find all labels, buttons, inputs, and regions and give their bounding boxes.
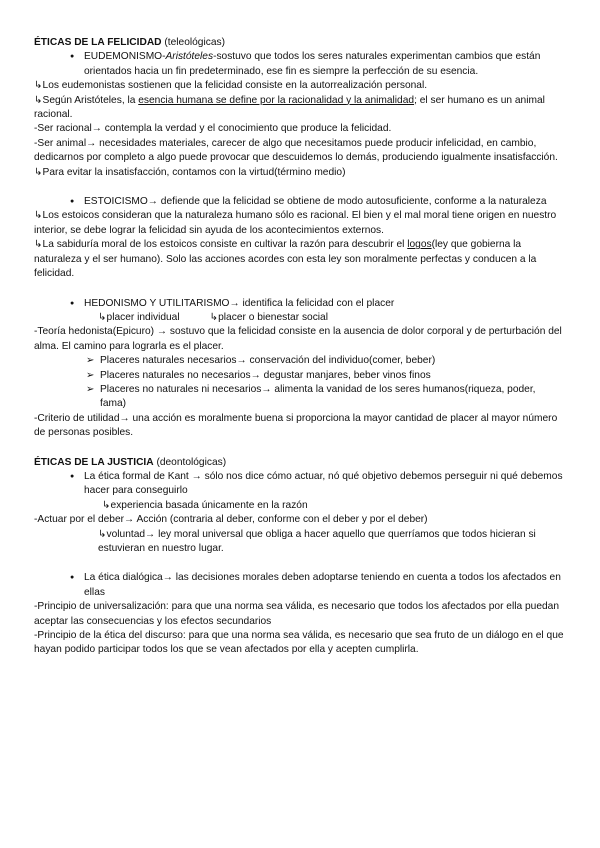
section-title-felicidad xyxy=(34,36,564,50)
section-title-text: ÉTICAS DE LA FELICIDAD xyxy=(34,37,162,48)
section-title-text: ÉTICAS DE LA JUSTICIA xyxy=(34,456,154,468)
bullet-hedonismo: ● HEDONISMO Y UTILITARISMO→ identifica la felicidad con el placer xyxy=(72,297,564,311)
section-title-justicia xyxy=(34,456,564,470)
bullet-kant: ● La ética formal de Kant → sólo nos dice cómo actuar, nó qué objetivo debemos perseguir ni qué debemos hacer para conseguirlo xyxy=(72,470,564,499)
paragraph: -Ser animal→ necesidades materiales, carecer de algo que necesitamos puede producir infelicidad, en cambio, dedicarnos por completo a algo puede provocar que descuidemos lo demás, produciendo igualmente insatisfacción. xyxy=(34,137,558,164)
spacer xyxy=(34,282,564,297)
paragraph: -Criterio de utilidad→ una acción es moralmente buena si proporciona la mayor cantidad de placer al mayor número de personas posibles. xyxy=(34,412,558,439)
bullet-estoicismo: ● ESTOICISMO→ defiende que la felicidad se obtiene de modo autosuficiente, conforme a la naturaleza xyxy=(72,195,564,209)
text: ↳Según Aristóteles, la xyxy=(34,94,139,106)
underlined-text: logos xyxy=(407,239,432,251)
paragraph xyxy=(34,94,564,123)
underlined-text: esencia humana se define por la racionalidad y la animalidad xyxy=(138,94,415,106)
paragraph: ↳Los eudemonistas sostienen que la felicidad consiste en la autorrealización personal. xyxy=(34,80,428,92)
text: ↳La sabiduría moral de los estoicos consiste en cultivar la razón para descubrir el xyxy=(34,239,408,251)
bullet-dialogica: ● La ética dialógica→ las decisiones morales deben adoptarse teniendo en cuenta a todos los afectados en ellas xyxy=(72,571,564,600)
bullet-text: EUDEMONISMO- xyxy=(84,51,166,63)
paragraph: -Principio de la ética del discurso: para que una norma sea válida, es necesario que sea fruto de un diálogo en el que hayan podido participar todos los que se vean afectados por ella y acepten cumplirla. xyxy=(34,630,564,656)
paragraph: -Ser racional→ contempla la verdad y el conocimiento que produce la felicidad. xyxy=(34,123,392,135)
paragraph: ↳Para evitar la insatisfacción, contamos con la virtud(término medio) xyxy=(34,166,346,178)
paragraph: -Teoría hedonista(Epicuro) → sostuvo que la felicidad consiste en la ausencia de dolor corporal y de perturbación del alma. El camino para lograrla es el placer. xyxy=(34,326,562,352)
spacer xyxy=(34,180,564,195)
sub-item: ↳placer individual xyxy=(98,311,180,323)
spacer xyxy=(34,441,564,456)
sub-line xyxy=(98,311,564,325)
author-name: Aristóteles xyxy=(165,51,214,63)
bullet-text: -sostuvo que todos los seres naturales experimentan cambios que están orientados hacia un fin predeterminado, ese fin es siempre la perfección de su esencia. xyxy=(84,51,541,77)
section-title-note: (deontológicas) xyxy=(153,456,227,468)
sub-line: ↳voluntad→ ley moral universal que obliga a hacer aquello que querríamos que todos hicieran si estuvieran en nuestro lugar. xyxy=(98,528,536,554)
arrow-item: ➢ Placeres no naturales ni necesarios→ alimenta la vanidad de los seres humanos(riqueza, poder, fama) xyxy=(86,383,564,412)
sub-line: ↳experiencia basada únicamente en la razón xyxy=(102,499,308,511)
paragraph: -Actuar por el deber→ Acción (contraria al deber, conforme con el deber y por el deber) xyxy=(34,514,428,526)
spacer xyxy=(34,556,564,571)
text: ; el ser humano es un animal racional. xyxy=(34,94,545,121)
document-content xyxy=(34,36,564,658)
paragraph: -Principio de universalización: para que una norma sea válida, es necesario que todos los afectados por ella puedan aceptar las consecuencias y los efectos secundarios xyxy=(34,601,559,627)
sub-item: ↳placer o bienestar social xyxy=(209,311,328,323)
paragraph: ↳Los estoicos consideran que la naturaleza humano sólo es racional. El bien y el mal moral tiene origen en nuestro interior, se debe lograr la felicidad sin ayuda de los acontecimientos externos. xyxy=(34,210,557,236)
paragraph xyxy=(34,238,564,281)
bullet-eudemonismo xyxy=(72,50,564,79)
section-title-note: (teleológicas) xyxy=(161,37,225,48)
arrow-item: ➢ Placeres naturales necesarios→ conservación del individuo(comer, beber) xyxy=(86,354,564,368)
text: (ley que gobierna la naturaleza y el ser humano). Solo las acciones acordes con esta ley son moralmente perfectas y conducen a la felicidad. xyxy=(34,239,537,280)
arrow-item: ➢ Placeres naturales no necesarios→ degustar manjares, beber vinos finos xyxy=(86,369,564,383)
